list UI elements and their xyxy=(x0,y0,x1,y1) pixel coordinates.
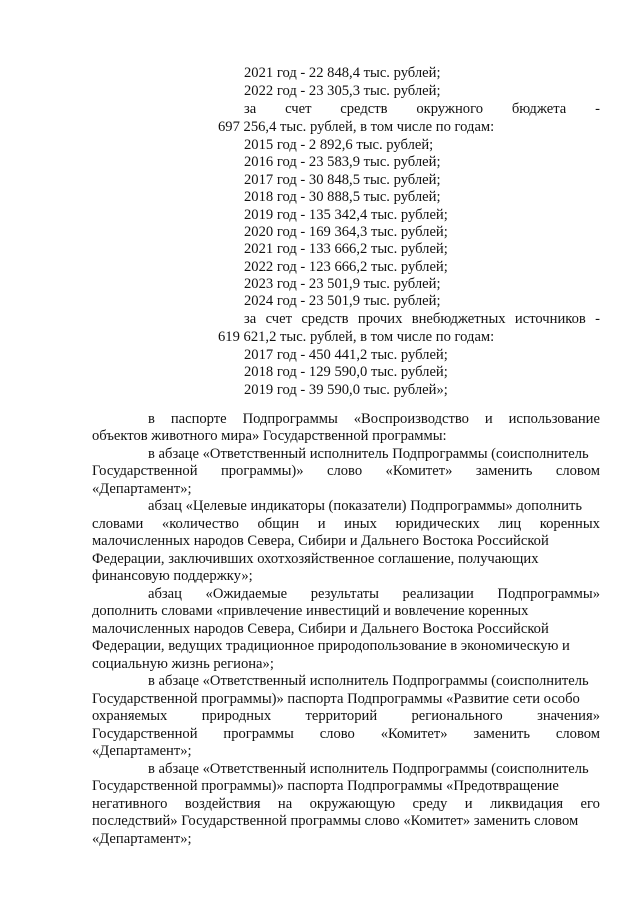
paragraph-line: Федерации, заключивших охотхозяйственное соглашение, получающих xyxy=(92,551,539,567)
word: программы)» xyxy=(220,463,304,479)
paragraph-line: финансовую поддержку»; xyxy=(92,568,253,584)
word: окружающую xyxy=(309,796,396,812)
word: лиц xyxy=(498,516,522,532)
word: бюджета xyxy=(511,101,567,117)
word: «Ожидаемые xyxy=(205,586,288,602)
paragraph-line: Федерации, ведущих традиционное природопользование в экономическую и xyxy=(92,638,570,654)
paragraph-line: социальную жизнь региона»; xyxy=(92,656,274,672)
word: «количество xyxy=(161,516,239,532)
funding-line: 697 256,4 тыс. рублей, в том числе по годам: xyxy=(218,119,495,135)
word: слово xyxy=(319,726,355,742)
paragraph-line-justified xyxy=(92,708,600,725)
word: воздействия xyxy=(184,796,261,812)
year-line: 2017 год - 450 441,2 тыс. рублей; xyxy=(244,347,448,363)
year-line: 2018 год - 30 888,5 тыс. рублей; xyxy=(244,189,441,205)
year-line: 2022 год - 123 666,2 тыс. рублей; xyxy=(244,259,448,275)
word: Подпрограммы xyxy=(242,411,338,427)
word: программы xyxy=(223,726,294,742)
word: на xyxy=(277,796,293,812)
word: «Комитет» xyxy=(380,726,448,742)
word: значения» xyxy=(537,708,600,724)
paragraph-line: последствий» Государственной программы слово «Комитет» заменить словом xyxy=(92,813,579,829)
word: среду xyxy=(412,796,448,812)
word: ликвидация xyxy=(489,796,564,812)
word: и xyxy=(484,411,493,427)
paragraph-line: «Департамент»; xyxy=(92,831,192,847)
word: - xyxy=(595,101,600,117)
word: словами xyxy=(92,516,144,532)
word: охраняемых xyxy=(92,708,168,724)
paragraph-line: «Департамент»; xyxy=(92,743,192,759)
word: паспорте xyxy=(170,411,227,427)
word: регионального xyxy=(411,708,503,724)
word: за xyxy=(244,101,257,117)
paragraph-line: малочисленных народов Севера, Сибири и Дальнего Востока Российской xyxy=(92,533,549,549)
paragraph-line-justified xyxy=(92,726,600,743)
funding-line: 2022 год - 23 305,3 тыс. рублей; xyxy=(244,83,441,99)
word: общин xyxy=(257,516,300,532)
word: в xyxy=(148,411,155,427)
year-line: 2016 год - 23 583,9 тыс. рублей; xyxy=(244,154,441,170)
word: счет xyxy=(285,101,312,117)
word: и xyxy=(464,796,473,812)
paragraph-line-justified xyxy=(148,586,600,603)
word: использование xyxy=(508,411,600,427)
word: юридических xyxy=(395,516,480,532)
funding-line-justified xyxy=(244,101,600,118)
word: заменить xyxy=(475,463,533,479)
word: слово xyxy=(326,463,363,479)
paragraph-line: Государственной программы)» паспорта Подпрограммы «Развитие сети особо xyxy=(92,691,580,707)
year-line: 2019 год - 135 342,4 тыс. рублей; xyxy=(244,207,448,223)
year-line: 2021 год - 133 666,2 тыс. рублей; xyxy=(244,241,448,257)
word: средств xyxy=(340,101,388,117)
word: Государственной xyxy=(92,463,198,479)
word: природных xyxy=(201,708,272,724)
year-line: 2020 год - 169 364,3 тыс. рублей; xyxy=(244,224,448,240)
paragraph-line-justified xyxy=(148,411,600,428)
year-line: 2019 год - 39 590,0 тыс. рублей»; xyxy=(244,382,448,398)
paragraph-line: абзац «Целевые индикаторы (показатели) Подпрограммы» дополнить xyxy=(148,498,582,514)
word: результаты xyxy=(310,586,379,602)
word: его xyxy=(580,796,600,812)
word: окружного xyxy=(416,101,484,117)
paragraph-line-justified xyxy=(92,463,600,480)
year-line: 2023 год - 23 501,9 тыс. рублей; xyxy=(244,276,441,292)
paragraph-line: Государственной программы)» паспорта Подпрограммы «Предотвращение xyxy=(92,778,559,794)
paragraph-line: в абзаце «Ответственный исполнитель Подпрограммы (соисполнитель xyxy=(148,673,589,689)
word: иных xyxy=(344,516,377,532)
paragraph-line-justified xyxy=(92,516,600,533)
word: негативного xyxy=(92,796,168,812)
word: «Воспроизводство xyxy=(353,411,469,427)
word: словом xyxy=(555,726,600,742)
year-line: 2018 год - 129 590,0 тыс. рублей; xyxy=(244,364,448,380)
paragraph-line: в абзаце «Ответственный исполнитель Подпрограммы (соисполнитель xyxy=(148,761,589,777)
word: Подпрограммы» xyxy=(497,586,600,602)
paragraph-line: «Департамент»; xyxy=(92,481,192,497)
word: заменить xyxy=(473,726,531,742)
paragraph-line: в абзаце «Ответственный исполнитель Подпрограммы (соисполнитель xyxy=(148,446,589,462)
word: территорий xyxy=(305,708,378,724)
word: реализации xyxy=(402,586,474,602)
year-line: 2017 год - 30 848,5 тыс. рублей; xyxy=(244,172,441,188)
word: «Комитет» xyxy=(385,463,453,479)
year-line: 2015 год - 2 892,6 тыс. рублей; xyxy=(244,137,434,153)
paragraph-line: объектов животного мира» Государственной программы: xyxy=(92,428,447,444)
year-line: 2024 год - 23 501,9 тыс. рублей; xyxy=(244,293,441,309)
word: и xyxy=(317,516,326,532)
funding-line: за счет средств прочих внебюджетных источников - xyxy=(244,311,600,327)
word: Государственной xyxy=(92,726,198,742)
funding-line: 2021 год - 22 848,4 тыс. рублей; xyxy=(244,65,441,81)
word: словом xyxy=(555,463,600,479)
paragraph-line: дополнить словами «привлечение инвестиций и вовлечение коренных xyxy=(92,603,529,619)
paragraph-line-justified xyxy=(92,796,600,813)
paragraph-line: малочисленных народов Севера, Сибири и Дальнего Востока Российской xyxy=(92,621,549,637)
funding-line: 619 621,2 тыс. рублей, в том числе по годам: xyxy=(218,329,495,345)
word: абзац xyxy=(148,586,182,602)
word: коренных xyxy=(539,516,600,532)
